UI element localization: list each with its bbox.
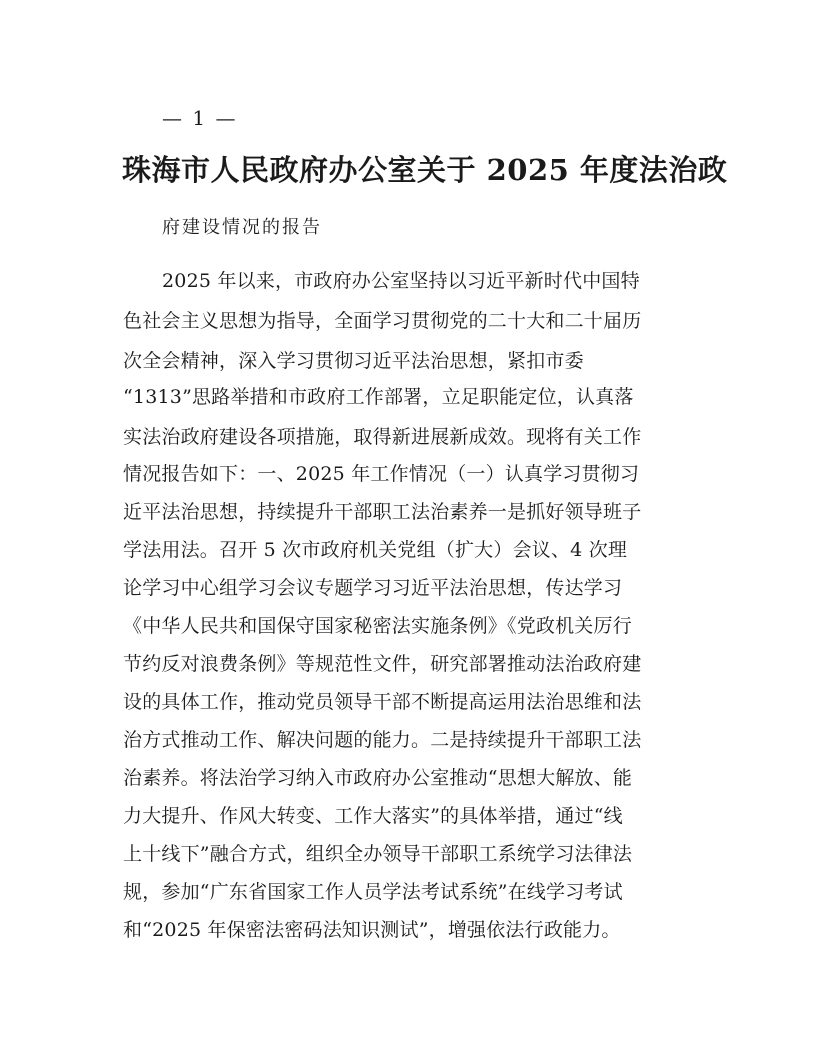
body-line: 2025 年以来，市政府办公室坚持以习近平新时代中国特 (162, 270, 640, 292)
body-line: 设的具体工作，推动党员领导干部不断提高运用法治思维和法 (123, 691, 642, 713)
body-line: 节约反对浪费条例》等规范性文件，研究部署推动法治政府建 (123, 653, 642, 675)
body-line: 情况报告如下：一、2025 年工作情况（一）认真学习贯彻习 (123, 463, 640, 485)
body-line: 治素养。将法治学习纳入市政府办公室推动“思想大解放、能 (123, 767, 633, 789)
document-title: 珠海市人民政府办公室关于 2025 年度法治政 (122, 153, 728, 187)
body-line: 治方式推动工作、解决问题的能力。二是持续提升干部职工法 (123, 729, 642, 751)
body-line: 力大提升、作风大转变、工作大落实”的具体举措，通过“线 (123, 805, 623, 827)
body-line: “1313”思路举措和市政府工作部署，立足职能定位，认真落 (123, 386, 634, 408)
body-line: 上十线下”融合方式，组织全办领导干部职工系统学习法律法 (123, 843, 633, 865)
body-line: 实法治政府建设各项措施，取得新进展新成效。现将有关工作 (123, 426, 642, 448)
body-line: 色社会主义思想为指导，全面学习贯彻党的二十大和二十届历 (123, 310, 642, 332)
body-line: 规，参加“广东省国家工作人员学法考试系统”在线学习考试 (123, 881, 623, 903)
body-line: 次全会精神，深入学习贯彻习近平法治思想，紧扣市委 (123, 350, 584, 372)
document-title-continuation: 府建设情况的报告 (162, 217, 322, 238)
body-line: 《中华人民共和国保守国家秘密法实施条例》《党政机关厉行 (123, 615, 632, 637)
page-number: — 1 — (162, 106, 238, 130)
body-line: 和“2025 年保密法密码法知识测试”，增强依法行政能力。 (123, 919, 621, 941)
body-line: 论学习中心组学习会议专题学习习近平法治思想，传达学习 (123, 577, 623, 599)
body-line: 学法用法。召开 5 次市政府机关党组（扩大）会议、4 次理 (123, 539, 628, 561)
body-line: 近平法治思想，持续提升干部职工法治素养一是抓好领导班子 (123, 501, 642, 523)
